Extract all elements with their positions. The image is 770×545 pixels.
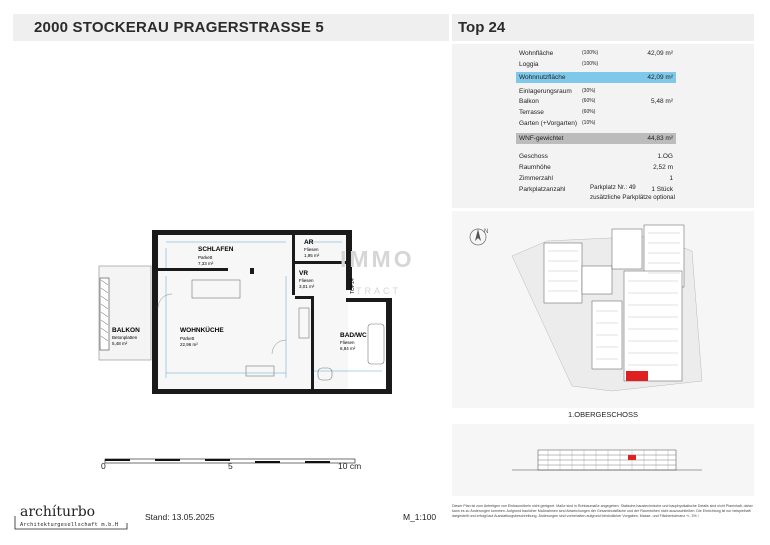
svg-text:N: N	[484, 229, 489, 235]
room-bad-area: 6,84 m²	[340, 346, 356, 351]
section-panel	[452, 424, 754, 496]
room-balkon-name: BALKON	[112, 327, 140, 334]
scale-ratio: M_1:100	[403, 512, 437, 522]
logo-subtitle: Architekturgesellschaft m.b.H	[20, 522, 119, 528]
room-wohnkueche-floor: Parkett	[180, 336, 195, 341]
balcony-planter	[100, 278, 109, 350]
wall-stub	[250, 268, 254, 274]
unit-highlight	[626, 371, 648, 381]
room-vr-floor: Fliesen	[299, 278, 314, 283]
area-row: Einlagerungsraum (30%)	[519, 88, 596, 95]
room-schlafen-name: SCHLAFEN	[198, 246, 234, 253]
parking-number: Parkplatz Nr.: 49	[590, 184, 636, 191]
site-plan	[452, 211, 754, 408]
room-wohnkueche-area: 22,96 m²	[180, 342, 198, 347]
room-schlafen-area: 7,33 m²	[198, 261, 214, 266]
room-ar-area: 1,95 m²	[304, 253, 320, 258]
wall-ar-south	[295, 261, 346, 264]
floor-label: 1.OBERGESCHOSS	[567, 410, 639, 419]
wall-ar-west	[292, 235, 295, 295]
room-schlafen-floor: Parkett	[198, 255, 213, 260]
address-header	[13, 14, 449, 41]
area-row: Garten (+Vorgarten) (10%)	[519, 120, 596, 127]
section-unit-highlight	[628, 455, 636, 460]
wall-bath-north	[346, 298, 392, 302]
watermark: IMMO	[340, 246, 415, 272]
room-ar-name: AR	[304, 239, 314, 246]
unit-title: Top 24	[458, 19, 506, 36]
company-logo	[13, 503, 129, 530]
wall-west	[152, 230, 158, 394]
watermark-sub: TRACT	[356, 286, 401, 296]
room-vr-name: VR	[299, 270, 309, 277]
wall-north	[152, 230, 352, 235]
room-wohnkueche-name: WOHNKÜCHE	[180, 327, 224, 334]
unit-header	[452, 14, 754, 41]
wall-vr-south	[295, 296, 311, 299]
area-row: Wohnfläche (100%) 42,09 m²	[519, 50, 673, 57]
detail-geschoss: Geschoss 1.OG	[519, 153, 673, 160]
room-ar-floor: Fliesen	[304, 247, 319, 252]
room-bad-name: BAD/WC	[340, 332, 367, 339]
detail-parkplatz: Parkplatzanzahl 1 Stück	[519, 186, 673, 193]
address-title: 2000 STOCKERAU PRAGERSTRASSE 5	[34, 19, 324, 36]
area-row-wohnnutzflaeche: Wohnnutzfläche 42,09 m²	[516, 72, 676, 83]
scale-label-5: 5	[228, 461, 233, 471]
logo-name: archíturbo	[20, 504, 96, 520]
wall-schlafen-south	[158, 268, 228, 271]
building-section	[452, 424, 754, 496]
parking-extra: zusätzliche Parkplätze optional	[590, 194, 675, 201]
room-balkon-floor: Betonplatten	[112, 335, 138, 340]
wall-bath-west	[311, 296, 314, 389]
wall-south	[152, 389, 392, 394]
area-row: Loggia (100%)	[519, 61, 599, 68]
room-balkon-area: 5,48 m²	[112, 341, 128, 346]
area-row: Terrasse (60%)	[519, 109, 596, 116]
date-stand: Stand: 13.05.2025	[145, 512, 215, 522]
scale-label-10: 10 cm	[338, 461, 362, 471]
bathtub	[368, 324, 384, 364]
scale-label-0: 0	[101, 461, 106, 471]
area-row: Balkon (60%) 5,48 m²	[519, 98, 673, 105]
detail-zimmerzahl: Zimmerzahl 1	[519, 175, 673, 182]
disclaimer-text: Dieser Plan ist zum Anfertigen von Einbaumöbeln nicht geeignet. Maße sind in Rohbaumaße angegeben. Statische,haustechnische und bauphysikalische Details sind nicht Planinhalt, daher kann es zu Änderungen kommen. Aufgrund baulicher Maßnahmen sind Abweichungen der Gesamtnutzfläche und der Raumhöhen nicht auszuschließen. Die Einrichtung ist nur beispielhaft dargestellt und erfolgt laut Ausstattungsbeschreibung. Änderungen sind vorbehalten aufgrund behördlicher Vorgaben. Masse- und Flächentoleranz +/- 3% !	[452, 504, 753, 518]
detail-raumhoehe: Raumhöhe 2,52 m	[519, 164, 673, 171]
room-bad-floor: Fliesen	[340, 340, 355, 345]
area-row-wnf-gewichtet: WNF-gewichtet 44,83 m²	[516, 133, 676, 144]
site-plan-panel	[452, 211, 754, 408]
wall-east-bath	[386, 298, 392, 394]
room-vr-area: 3,01 m²	[299, 284, 315, 289]
top-tag: TOP24	[350, 278, 356, 294]
